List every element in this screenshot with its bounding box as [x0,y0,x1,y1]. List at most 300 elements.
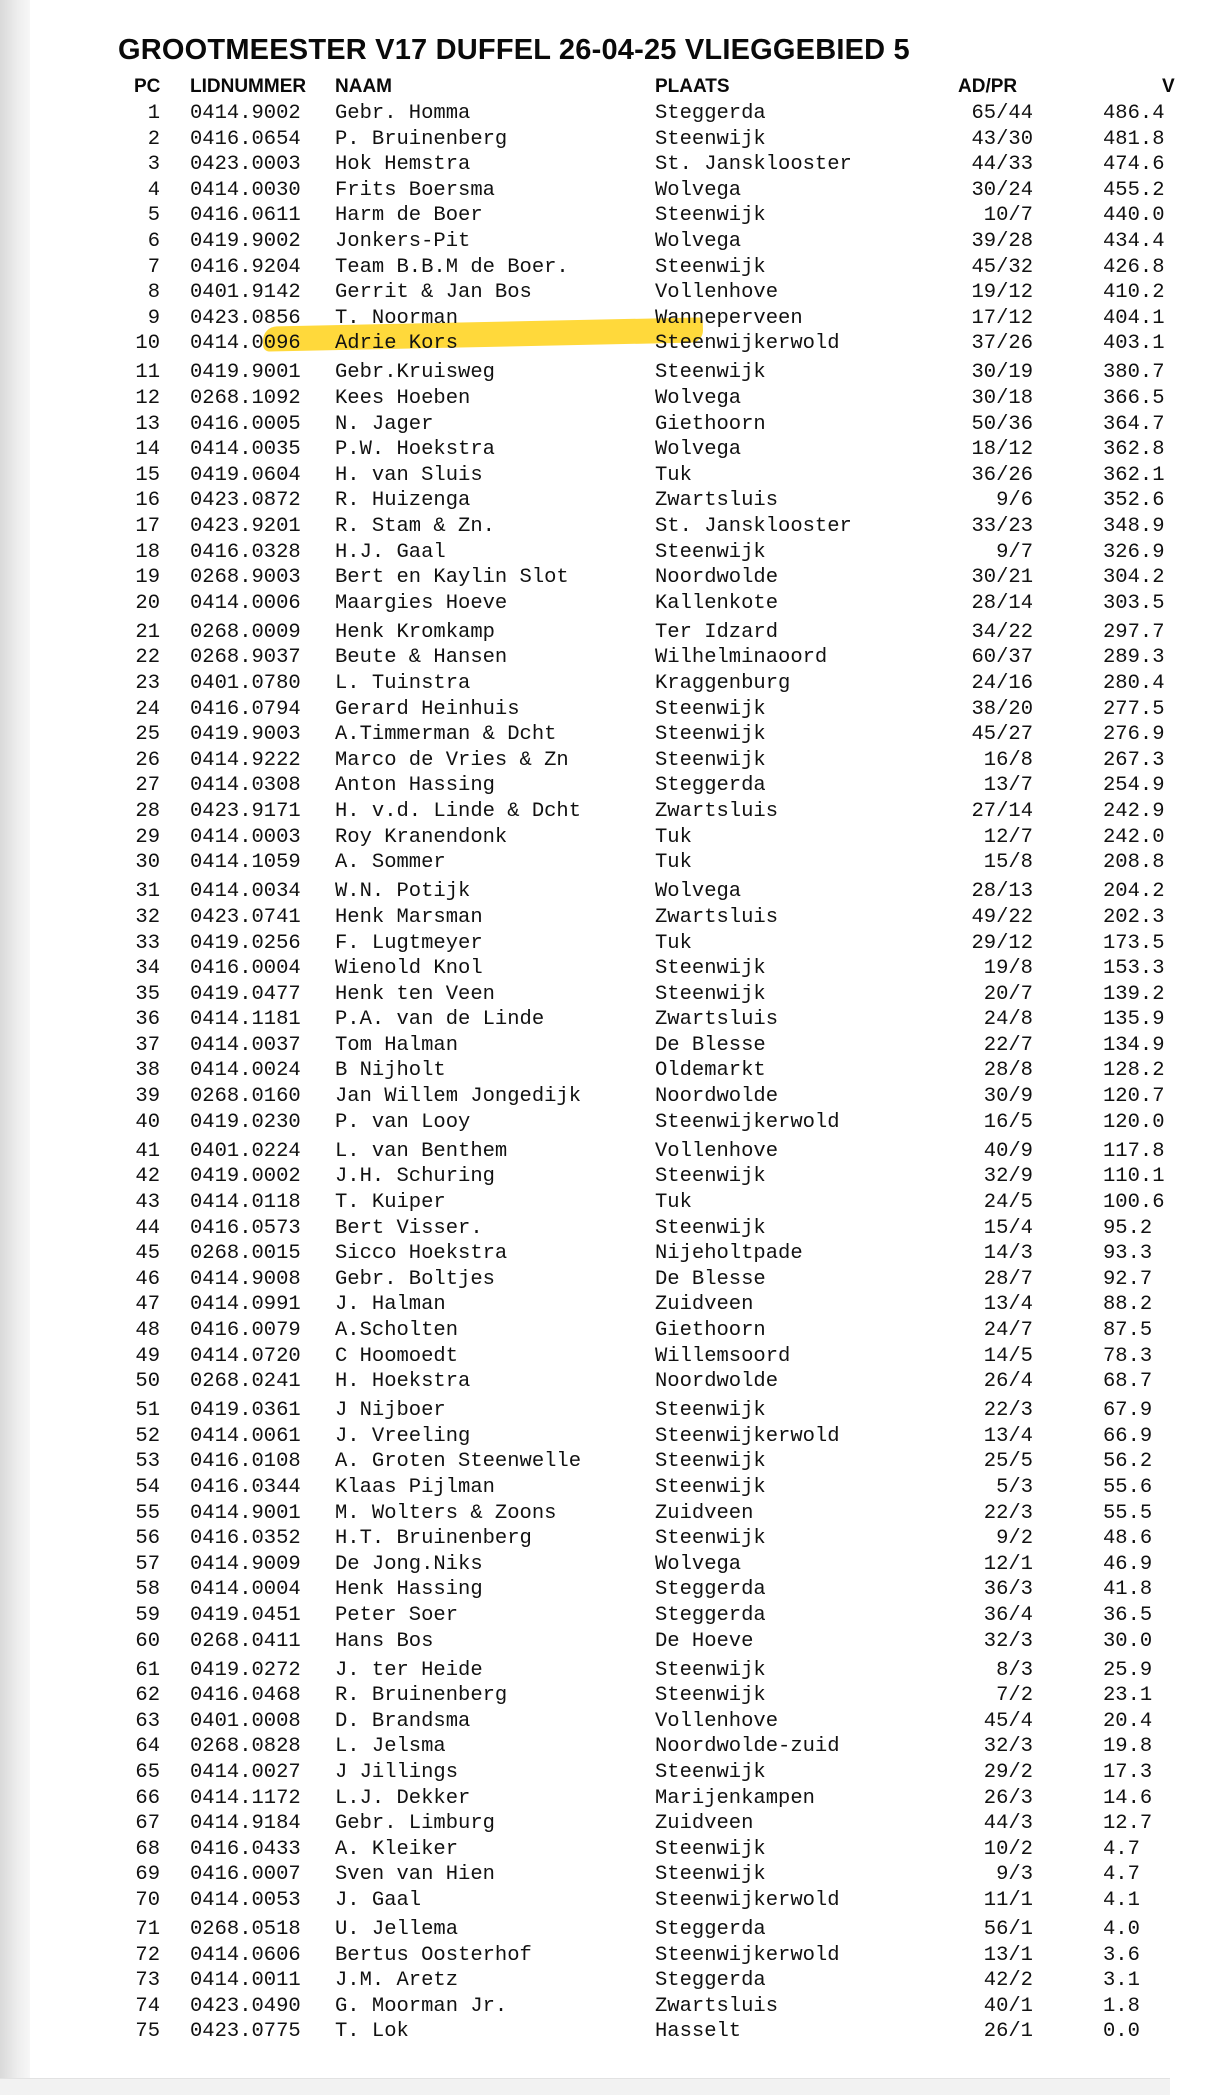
cell-lidnummer: 0414.0061 [190,1424,301,1448]
cell-lidnummer: 0414.1181 [190,1008,301,1032]
table-row [118,540,1218,566]
table-row [118,1190,1218,1216]
cell-plaats: Steenwijk [655,1658,766,1682]
cell-naam: Bert Visser. [335,1216,483,1240]
cell-naam: Anton Hassing [335,774,495,798]
cell-plaats: Willemsoord [655,1344,791,1368]
cell-v: 1.8 [1103,1994,1140,2018]
cell-plaats: Wanneperveen [655,306,803,330]
cell-naam: N. Jager [335,412,434,436]
cell-naam: Klaas Pijlman [335,1475,495,1499]
cell-plaats: Steenwijk [655,982,766,1006]
cell-naam: F. Lugtmeyer [335,931,483,955]
cell-lidnummer: 0419.0361 [190,1399,301,1423]
cell-naam: A. Sommer [335,851,446,875]
cell-plaats: Oldemarkt [655,1059,766,1083]
page-edge-shadow [0,0,30,2094]
cell-pc: 6 [147,229,160,253]
cell-plaats: Steenwijk [655,1863,766,1887]
table-row [118,1968,1218,1994]
table-row [118,1526,1218,1552]
cell-lidnummer: 0419.0477 [190,982,301,1006]
cell-naam: W.N. Potijk [335,880,471,904]
table-row [118,879,1218,905]
table-row [118,1629,1218,1655]
cell-plaats: Wolvega [655,438,742,462]
cell-v: 0.0 [1103,2020,1140,2044]
cell-lidnummer: 0268.1092 [190,387,301,411]
header-v: V [1162,76,1175,97]
cell-adpr: 56/1 [983,1918,1033,1942]
cell-v: 19.8 [1103,1735,1153,1759]
cell-adpr: 45/32 [971,255,1033,279]
cell-v: 202.3 [1103,905,1165,929]
cell-v: 440.0 [1103,204,1165,228]
cell-plaats: Wolvega [655,1552,742,1576]
cell-naam: P.W. Hoekstra [335,438,495,462]
cell-v: 4.0 [1103,1918,1140,1942]
cell-plaats: Steenwijkerwold [655,1888,840,1912]
cell-plaats: Vollenhove [655,281,779,305]
cell-plaats: De Blesse [655,1267,766,1291]
cell-adpr: 5/3 [996,1475,1033,1499]
cell-v: 254.9 [1103,774,1165,798]
page-bottom-edge [0,2078,1170,2095]
cell-plaats: Steenwijk [655,1216,766,1240]
cell-v: 403.1 [1103,332,1165,356]
cell-v: 242.0 [1103,825,1165,849]
cell-v: 277.5 [1103,697,1165,721]
cell-v: 303.5 [1103,591,1165,615]
cell-naam: P.A. van de Linde [335,1008,545,1032]
cell-adpr: 26/4 [983,1370,1033,1394]
cell-v: 3.1 [1103,1969,1140,1993]
cell-adpr: 50/36 [971,412,1033,436]
cell-v: 280.4 [1103,672,1165,696]
cell-lidnummer: 0416.0611 [190,204,301,228]
cell-adpr: 13/4 [983,1293,1033,1317]
cell-pc: 14 [135,438,160,462]
cell-v: 204.2 [1103,880,1165,904]
cell-plaats: Steenwijk [655,1399,766,1423]
cell-plaats: Noordwolde [655,1085,779,1109]
cell-lidnummer: 0414.9222 [190,748,301,772]
table-row [118,280,1218,306]
cell-lidnummer: 0416.0108 [190,1450,301,1474]
cell-pc: 40 [135,1110,160,1134]
cell-plaats: Noordwolde-zuid [655,1735,840,1759]
cell-pc: 39 [135,1085,160,1109]
cell-plaats: Steenwijk [655,723,766,747]
cell-v: 455.2 [1103,178,1165,202]
cell-v: 486.4 [1103,102,1165,125]
cell-adpr: 29/12 [971,931,1033,955]
cell-pc: 19 [135,566,160,590]
table-row [118,1318,1218,1344]
cell-adpr: 9/3 [996,1863,1033,1887]
cell-v: 36.5 [1103,1603,1153,1627]
cell-lidnummer: 0416.0433 [190,1837,301,1861]
cell-lidnummer: 0419.9001 [190,361,301,385]
cell-plaats: Steenwijk [655,255,766,279]
cell-v: 17.3 [1103,1761,1153,1784]
cell-lidnummer: 0419.0002 [190,1165,301,1189]
cell-adpr: 16/5 [983,1110,1033,1134]
cell-adpr: 24/5 [983,1190,1033,1214]
table-row [118,1033,1218,1059]
cell-plaats: Steenwijkerwold [655,1424,840,1448]
cell-lidnummer: 0416.0654 [190,127,301,151]
header-adpr: AD/PR [958,76,1018,97]
cell-v: 4.7 [1103,1837,1140,1861]
table-row [118,127,1218,153]
table-row [118,360,1218,386]
cell-lidnummer: 0414.0053 [190,1888,301,1912]
cell-lidnummer: 0401.0008 [190,1709,301,1733]
cell-naam: J. ter Heide [335,1658,483,1682]
cell-naam: A. Kleiker [335,1837,459,1861]
cell-v: 242.9 [1103,800,1165,824]
cell-plaats: Tuk [655,1190,692,1214]
table-row [118,1267,1218,1293]
cell-plaats: De Blesse [655,1033,766,1057]
table-row [118,1241,1218,1267]
cell-pc: 55 [135,1501,160,1525]
cell-adpr: 13/1 [983,1943,1033,1967]
cell-lidnummer: 0416.0328 [190,540,301,564]
cell-adpr: 36/3 [983,1578,1033,1602]
cell-plaats: Zwartsluis [655,800,779,824]
table-row [118,1760,1218,1786]
cell-v: 134.9 [1103,1033,1165,1057]
cell-v: 153.3 [1103,957,1165,981]
cell-adpr: 36/26 [971,463,1033,487]
cell-lidnummer: 0414.0003 [190,825,301,849]
cell-pc: 37 [135,1033,160,1057]
cell-pc: 53 [135,1450,160,1474]
cell-lidnummer: 0419.0272 [190,1658,301,1682]
cell-adpr: 25/5 [983,1450,1033,1474]
cell-adpr: 60/37 [971,646,1033,670]
cell-naam: De Jong.Niks [335,1552,483,1576]
cell-naam: L. Jelsma [335,1735,446,1759]
table-row [118,463,1218,489]
table-row [118,1475,1218,1501]
cell-naam: Jonkers-Pit [335,229,471,253]
cell-pc: 25 [135,723,160,747]
cell-naam: J. Vreeling [335,1424,471,1448]
cell-plaats: De Hoeve [655,1629,754,1653]
table-header [118,76,1218,100]
cell-plaats: St. Jansklooster [655,515,852,538]
cell-lidnummer: 0268.0015 [190,1242,301,1266]
cell-lidnummer: 0416.9204 [190,255,301,279]
cell-adpr: 32/3 [983,1629,1033,1653]
cell-naam: Gerrit & Jan Bos [335,281,532,305]
cell-lidnummer: 0423.0872 [190,489,301,513]
cell-adpr: 17/12 [971,306,1033,330]
cell-v: 297.7 [1103,620,1165,644]
cell-naam: P. van Looy [335,1110,471,1134]
cell-lidnummer: 0414.1059 [190,851,301,875]
cell-v: 93.3 [1103,1242,1153,1266]
cell-adpr: 32/9 [983,1165,1033,1189]
cell-plaats: Wolvega [655,229,742,253]
table-row [118,331,1218,357]
table-row [118,799,1218,825]
table-row [118,1603,1218,1629]
cell-lidnummer: 0423.0856 [190,306,301,330]
table-row [118,1449,1218,1475]
cell-lidnummer: 0268.0828 [190,1735,301,1759]
cell-lidnummer: 0414.0720 [190,1344,301,1368]
cell-adpr: 19/12 [971,281,1033,305]
cell-naam: G. Moorman Jr. [335,1994,508,2018]
cell-pc: 57 [135,1552,160,1576]
cell-v: 41.8 [1103,1578,1153,1602]
cell-adpr: 14/5 [983,1344,1033,1368]
table-row [118,229,1218,255]
cell-pc: 35 [135,982,160,1006]
cell-pc: 66 [135,1786,160,1810]
cell-plaats: Steggerda [655,1603,766,1627]
cell-adpr: 9/2 [996,1527,1033,1551]
cell-v: 87.5 [1103,1318,1153,1342]
table-row [118,931,1218,957]
cell-adpr: 12/1 [983,1552,1033,1576]
cell-lidnummer: 0416.0005 [190,412,301,436]
cell-pc: 3 [147,153,160,177]
cell-lidnummer: 0414.9002 [190,102,301,125]
cell-v: 117.8 [1103,1139,1165,1163]
cell-lidnummer: 0423.9201 [190,515,301,538]
cell-plaats: Zwartsluis [655,905,779,929]
cell-naam: Peter Soer [335,1603,459,1627]
cell-adpr: 40/9 [983,1139,1033,1163]
cell-adpr: 7/2 [996,1684,1033,1708]
cell-adpr: 22/3 [983,1399,1033,1423]
cell-lidnummer: 0423.0490 [190,1994,301,2018]
cell-pc: 33 [135,931,160,955]
table-row [118,101,1218,127]
cell-plaats: Zuidveen [655,1293,754,1317]
table-row [118,1837,1218,1863]
table-row [118,1888,1218,1914]
cell-naam: H. van Sluis [335,463,483,487]
cell-pc: 64 [135,1735,160,1759]
table-row [118,1216,1218,1242]
cell-naam: L. Tuinstra [335,672,471,696]
cell-adpr: 30/9 [983,1085,1033,1109]
table-row [118,850,1218,876]
cell-adpr: 9/7 [996,540,1033,564]
cell-lidnummer: 0414.9008 [190,1267,301,1291]
cell-plaats: Tuk [655,825,692,849]
cell-naam: Hans Bos [335,1629,434,1653]
cell-lidnummer: 0419.0256 [190,931,301,955]
cell-lidnummer: 0414.0037 [190,1033,301,1057]
header-naam: NAAM [335,76,392,97]
cell-plaats: Zuidveen [655,1501,754,1525]
cell-lidnummer: 0414.0606 [190,1943,301,1967]
cell-v: 128.2 [1103,1059,1165,1083]
cell-pc: 4 [147,178,160,202]
cell-lidnummer: 0423.0741 [190,905,301,929]
cell-pc: 45 [135,1242,160,1266]
cell-naam: T. Lok [335,2020,409,2044]
cell-naam: J. Gaal [335,1888,422,1912]
cell-v: 78.3 [1103,1344,1153,1368]
cell-pc: 28 [135,800,160,824]
cell-naam: Henk Marsman [335,905,483,929]
cell-naam: Sven van Hien [335,1863,495,1887]
cell-plaats: Wilhelminaoord [655,646,828,670]
cell-adpr: 34/22 [971,620,1033,644]
cell-adpr: 45/27 [971,723,1033,747]
cell-v: 25.9 [1103,1658,1153,1682]
cell-v: 95.2 [1103,1216,1153,1240]
table-row [118,1683,1218,1709]
cell-lidnummer: 0268.0518 [190,1918,301,1942]
cell-adpr: 30/24 [971,178,1033,202]
cell-lidnummer: 0423.9171 [190,800,301,824]
cell-pc: 72 [135,1943,160,1967]
cell-plaats: Vollenhove [655,1139,779,1163]
cell-pc: 1 [147,102,160,125]
cell-v: 48.6 [1103,1527,1153,1551]
cell-lidnummer: 0401.9142 [190,281,301,305]
cell-pc: 56 [135,1527,160,1551]
cell-adpr: 24/16 [971,672,1033,696]
cell-naam: Wienold Knol [335,957,483,981]
cell-adpr: 18/12 [971,438,1033,462]
cell-v: 366.5 [1103,387,1165,411]
cell-v: 67.9 [1103,1399,1153,1423]
cell-plaats: Nijeholtpade [655,1242,803,1266]
cell-pc: 51 [135,1399,160,1423]
cell-naam: P. Bruinenberg [335,127,508,151]
table-row [118,1398,1218,1424]
cell-plaats: Steenwijk [655,1475,766,1499]
cell-lidnummer: 0401.0224 [190,1139,301,1163]
header-pc: PC [134,76,161,97]
cell-pc: 67 [135,1812,160,1836]
cell-v: 474.6 [1103,153,1165,177]
cell-lidnummer: 0414.0991 [190,1293,301,1317]
table-row [118,1658,1218,1684]
cell-naam: Henk ten Veen [335,982,495,1006]
cell-lidnummer: 0414.0034 [190,880,301,904]
header-plaats: PLAATS [655,76,730,97]
cell-adpr: 10/2 [983,1837,1033,1861]
cell-plaats: Steggerda [655,1578,766,1602]
cell-adpr: 28/7 [983,1267,1033,1291]
cell-pc: 27 [135,774,160,798]
cell-plaats: Tuk [655,931,692,955]
cell-pc: 21 [135,620,160,644]
cell-pc: 54 [135,1475,160,1499]
cell-adpr: 49/22 [971,905,1033,929]
cell-plaats: Zwartsluis [655,489,779,513]
cell-naam: C Hoomoedt [335,1344,459,1368]
cell-pc: 47 [135,1293,160,1317]
cell-adpr: 30/18 [971,387,1033,411]
cell-pc: 44 [135,1216,160,1240]
cell-adpr: 12/7 [983,825,1033,849]
cell-v: 120.7 [1103,1085,1165,1109]
cell-plaats: Zwartsluis [655,1008,779,1032]
cell-adpr: 22/3 [983,1501,1033,1525]
cell-plaats: Steenwijk [655,1165,766,1189]
cell-pc: 31 [135,880,160,904]
cell-lidnummer: 0414.0006 [190,591,301,615]
cell-plaats: Vollenhove [655,1709,779,1733]
cell-adpr: 33/23 [971,515,1033,538]
cell-adpr: 32/3 [983,1735,1033,1759]
table-row [118,2019,1218,2045]
cell-v: 92.7 [1103,1267,1153,1291]
table-row [118,1501,1218,1527]
cell-lidnummer: 0416.0344 [190,1475,301,1499]
cell-plaats: Noordwolde [655,1370,779,1394]
cell-pc: 61 [135,1658,160,1682]
table-row [118,386,1218,412]
cell-v: 12.7 [1103,1812,1153,1836]
cell-lidnummer: 0414.0004 [190,1578,301,1602]
table-row [118,437,1218,463]
cell-adpr: 20/7 [983,982,1033,1006]
cell-pc: 12 [135,387,160,411]
cell-v: 276.9 [1103,723,1165,747]
cell-adpr: 22/7 [983,1033,1033,1057]
cell-plaats: Noordwolde [655,566,779,590]
cell-lidnummer: 0416.0794 [190,697,301,721]
cell-plaats: Zwartsluis [655,1994,779,2018]
cell-adpr: 45/4 [983,1709,1033,1733]
cell-pc: 36 [135,1008,160,1032]
cell-pc: 48 [135,1318,160,1342]
cell-lidnummer: 0419.0230 [190,1110,301,1134]
cell-plaats: Tuk [655,851,692,875]
cell-lidnummer: 0416.0004 [190,957,301,981]
cell-lidnummer: 0416.0007 [190,1863,301,1887]
cell-naam: Adrie Kors [335,332,459,356]
cell-pc: 58 [135,1578,160,1602]
cell-plaats: Zuidveen [655,1812,754,1836]
cell-v: 352.6 [1103,489,1165,513]
cell-v: 348.9 [1103,515,1165,538]
cell-pc: 32 [135,905,160,929]
cell-lidnummer: 0414.0024 [190,1059,301,1083]
cell-adpr: 19/8 [983,957,1033,981]
cell-lidnummer: 0414.0308 [190,774,301,798]
cell-lidnummer: 0414.0027 [190,1761,301,1784]
cell-pc: 5 [147,204,160,228]
results-table [118,101,1218,2045]
cell-pc: 73 [135,1969,160,1993]
table-row [118,1786,1218,1812]
cell-naam: B Nijholt [335,1059,446,1083]
cell-v: 434.4 [1103,229,1165,253]
cell-adpr: 44/33 [971,153,1033,177]
table-row [118,1943,1218,1969]
cell-adpr: 24/8 [983,1008,1033,1032]
cell-adpr: 39/28 [971,229,1033,253]
table-row [118,1369,1218,1395]
cell-lidnummer: 0414.9184 [190,1812,301,1836]
cell-v: 481.8 [1103,127,1165,151]
cell-naam: R. Stam & Zn. [335,515,495,538]
